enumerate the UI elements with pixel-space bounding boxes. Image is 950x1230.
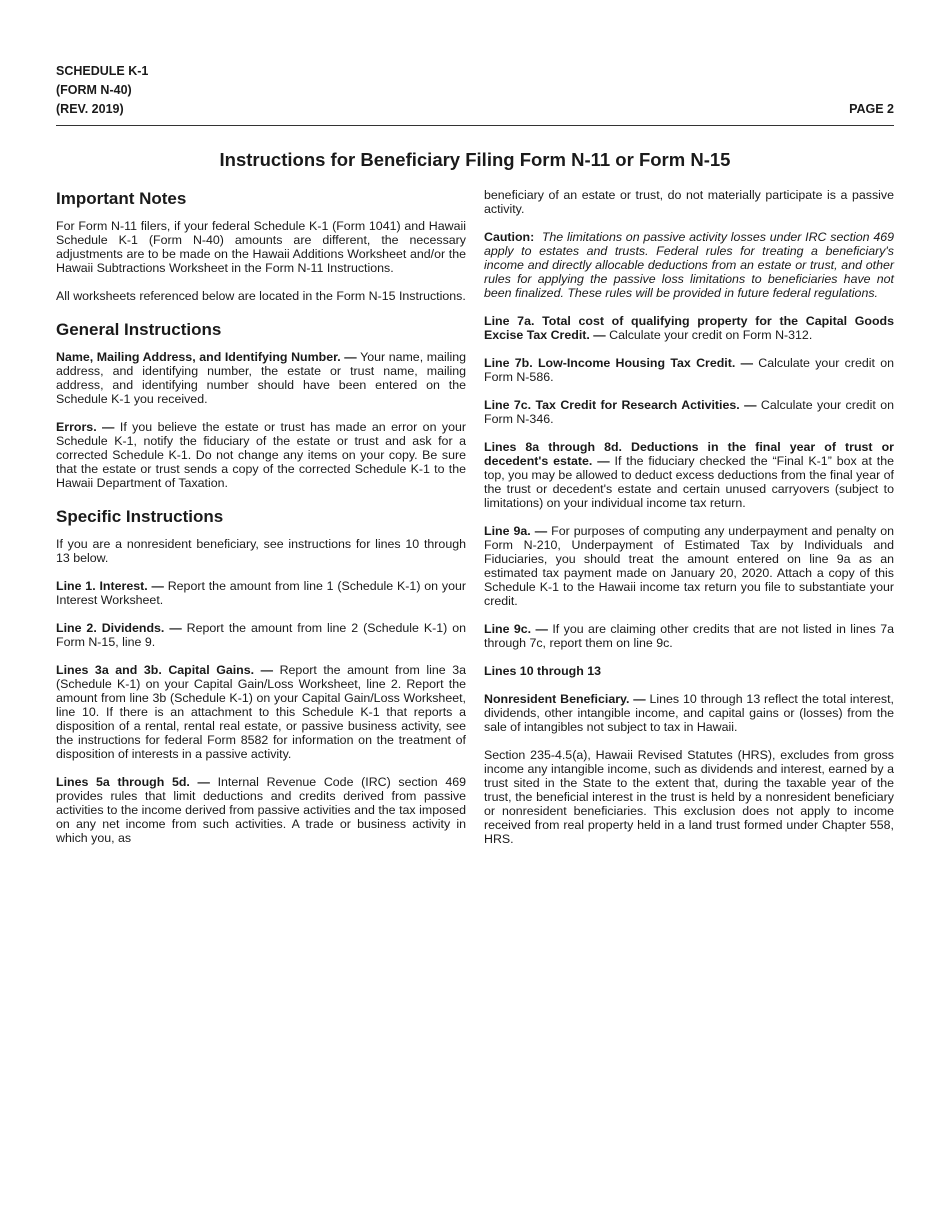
name-address-label: Name, Mailing Address, and Identifying Number. — bbox=[56, 350, 357, 364]
line-9a-text: For purposes of computing any underpayment and penalty on Form N-210, Underpayment of Estimated Tax by Individuals and Fiduciaries, you should treat the amount entered on line 9a as an estimated tax payment made on January 20, 2020. Attach a copy of this Schedule K-1 to the Hawaii income tax return you file to substantiate your credit. bbox=[484, 524, 894, 608]
line-7b-text: Calculate your credit on Form N-586. bbox=[484, 356, 894, 384]
caution-text: The limitations on passive activity losses under IRC section 469 apply to estates and trusts. Federal rules for treating a beneficiary's income and directly allocable deductions from an estate or trust, and other rules for applying the passive loss limitations to beneficiaries have not been finalized. These rules will be provided in future federal regulations. bbox=[484, 230, 894, 300]
important-notes-paragraph-2: All worksheets referenced below are located in the Form N-15 Instructions. bbox=[56, 289, 466, 303]
line-9c-text: If you are claiming other credits that are not listed in lines 7a through 7c, report them on line 9c. bbox=[484, 622, 894, 650]
line-5-paragraph bbox=[56, 775, 466, 845]
line-2-paragraph bbox=[56, 621, 466, 649]
line-3-label: Lines 3a and 3b. Capital Gains. — bbox=[56, 663, 274, 677]
line-3-paragraph bbox=[56, 663, 466, 761]
important-notes-paragraph-1: For Form N-11 filers, if your federal Schedule K-1 (Form 1041) and Hawaii Schedule K-1 (Form N-40) amounts are different, the necessary adjustments are to be made on the Hawaii Additions Worksheet and/or the Hawaii Subtractions Worksheet in the Form N-11 Instructions. bbox=[56, 219, 466, 275]
line-5-continuation: beneficiary of an estate or trust, do not materially participate is a passive activity. bbox=[484, 188, 894, 216]
line-7c-paragraph bbox=[484, 398, 894, 426]
name-address-paragraph bbox=[56, 350, 466, 406]
specific-intro-paragraph: If you are a nonresident beneficiary, see instructions for lines 10 through 13 below. bbox=[56, 537, 466, 565]
line-9a-paragraph bbox=[484, 524, 894, 608]
line-1-text: Report the amount from line 1 (Schedule K-1) on your Interest Worksheet. bbox=[56, 579, 466, 607]
line-8-paragraph bbox=[484, 440, 894, 510]
line-8-label: Lines 8a through 8d. Deductions in the final year of trust or decedent's estate. — bbox=[484, 440, 894, 468]
line-9c-paragraph bbox=[484, 622, 894, 650]
nonresident-label: Nonresident Beneficiary. — bbox=[484, 692, 646, 706]
caution-paragraph bbox=[484, 230, 894, 300]
line-2-text: Report the amount from line 2 (Schedule K-1) on Form N-15, line 9. bbox=[56, 621, 466, 649]
errors-text: If you believe the estate or trust has made an error on your Schedule K-1, notify the fiduciary of the estate or trust and ask for a corrected Schedule K-1. Do not change any items on your copy. Be sure that the estate or trust sends a copy of the corrected Schedule K-1 to the Hawaii Department of Taxation. bbox=[56, 420, 466, 490]
errors-label: Errors. — bbox=[56, 420, 115, 434]
line-7c-label: Line 7c. Tax Credit for Research Activities. — bbox=[484, 398, 757, 412]
line-1-paragraph bbox=[56, 579, 466, 607]
line-1-label: Line 1. Interest. — bbox=[56, 579, 164, 593]
lines-10-13-heading-text: Lines 10 through 13 bbox=[484, 664, 602, 678]
line-5-text: Internal Revenue Code (IRC) section 469 provides rules that limit deductions and credits derived from passive activities to the income derived from passive activities and the tax imposed on any net income from such activities. A trade or business activity in which you, as bbox=[56, 775, 466, 845]
specific-instructions-heading: Specific Instructions bbox=[56, 507, 224, 526]
line-3-text: Report the amount from line 3a (Schedule K-1) on your Capital Gain/Loss Worksheet, line 2. Report the amount from line 3b (Schedule K-1) on your Capital Gain/Loss Worksheet, line 10. If there is an attachment to this Schedule K-1 that reports a disposition of a rental, rental real estate, or passive business activity, see the instructions for federal Form 8582 for information on the treatment of disposition of interests in a passive activity. bbox=[56, 663, 466, 761]
errors-paragraph bbox=[56, 420, 466, 490]
right-column bbox=[484, 188, 894, 860]
line-7c-text: Calculate your credit on Form N-346. bbox=[484, 398, 894, 426]
line-7b-paragraph bbox=[484, 356, 894, 384]
form-line-3: (REV. 2019) bbox=[56, 102, 124, 116]
line-8-text: If the fiduciary checked the “Final K-1” box at the top, you may be allowed to deduct excess deductions from the final year of the trust or decedent's estate and certain unused carryovers (subject to limitations) on your individual income tax return. bbox=[484, 454, 894, 510]
form-line-1: SCHEDULE K-1 bbox=[56, 64, 149, 78]
line-2-label: Line 2. Dividends. — bbox=[56, 621, 182, 635]
nonresident-text: Lines 10 through 13 reflect the total interest, dividends, other intangible income, and capital gains or (losses) from the sale of intangibles not subject to tax in Hawaii. bbox=[484, 692, 894, 734]
line-7b-label: Line 7b. Low-Income Housing Tax Credit. — bbox=[484, 356, 753, 370]
lines-10-13-heading bbox=[484, 664, 894, 678]
left-column bbox=[56, 188, 466, 859]
nonresident-paragraph bbox=[484, 692, 894, 734]
form-line-2: (FORM N-40) bbox=[56, 83, 132, 97]
line-5-label: Lines 5a through 5d. — bbox=[56, 775, 210, 789]
page-number: PAGE 2 bbox=[849, 102, 894, 116]
line-7a-paragraph bbox=[484, 314, 894, 342]
document-title: Instructions for Beneficiary Filing Form N-11 or Form N-15 bbox=[219, 149, 731, 170]
line-7a-label: Line 7a. Total cost of qualifying property for the Capital Goods Excise Tax Credit. — bbox=[484, 314, 894, 342]
important-notes-heading: Important Notes bbox=[56, 189, 187, 208]
caution-label: Caution: bbox=[484, 230, 535, 244]
section-235-paragraph: Section 235-4.5(a), Hawaii Revised Statutes (HRS), excludes from gross income any intangible income, such as dividends and interest, earned by a trust sited in the State to the extent that, during the taxable year of the trust, the beneficial interest in the trust is held by a nonresident beneficiary or nonresident beneficiaries. This exclusion does not apply to income received from real property held in a land trust formed under Chapter 558, HRS. bbox=[484, 748, 894, 846]
form-identifier bbox=[56, 62, 894, 119]
line-7a-text: Calculate your credit on Form N-312. bbox=[605, 328, 813, 342]
line-9a-label: Line 9a. — bbox=[484, 524, 548, 538]
page-header bbox=[56, 62, 894, 126]
name-address-text: Your name, mailing address, and identifying number, the estate or trust name, mailing address, and identifying number should have been entered on the Schedule K-1 you received. bbox=[56, 350, 466, 406]
general-instructions-heading: General Instructions bbox=[56, 320, 222, 339]
line-9c-label: Line 9c. — bbox=[484, 622, 548, 636]
